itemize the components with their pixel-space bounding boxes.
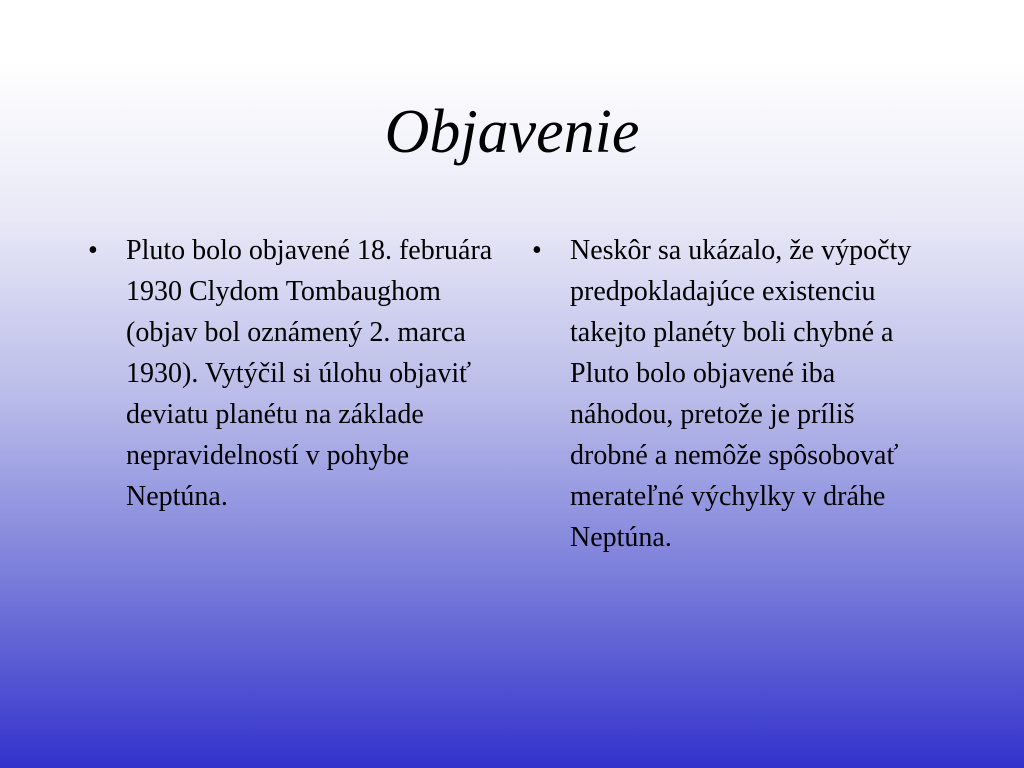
bullet-icon: •: [532, 235, 542, 266]
right-text-column: [528, 230, 938, 558]
left-bullet-text: Pluto bolo objavené 18. februára 1930 Clydom Tombaughom (objav bol oznámený 2. marca 1930). Vytýčil si úlohu objaviť deviatu planétu na základe nepravidelností v pohybe Neptúna.: [126, 235, 493, 512]
bullet-icon: •: [88, 235, 98, 266]
left-text-column: [84, 230, 504, 517]
bullet-item-right: [528, 230, 938, 558]
right-bullet-text: Neskôr sa ukázalo, že výpočty predpokladajúce existenciu takejto planéty boli chybné a Pluto bolo objavené iba náhodou, pretože je príliš drobné a nemôže spôsobovať merateľné výchylky v dráhe Neptúna.: [570, 235, 912, 553]
slide-title: Objavenie: [384, 98, 640, 166]
bullet-item-left: [84, 230, 504, 517]
